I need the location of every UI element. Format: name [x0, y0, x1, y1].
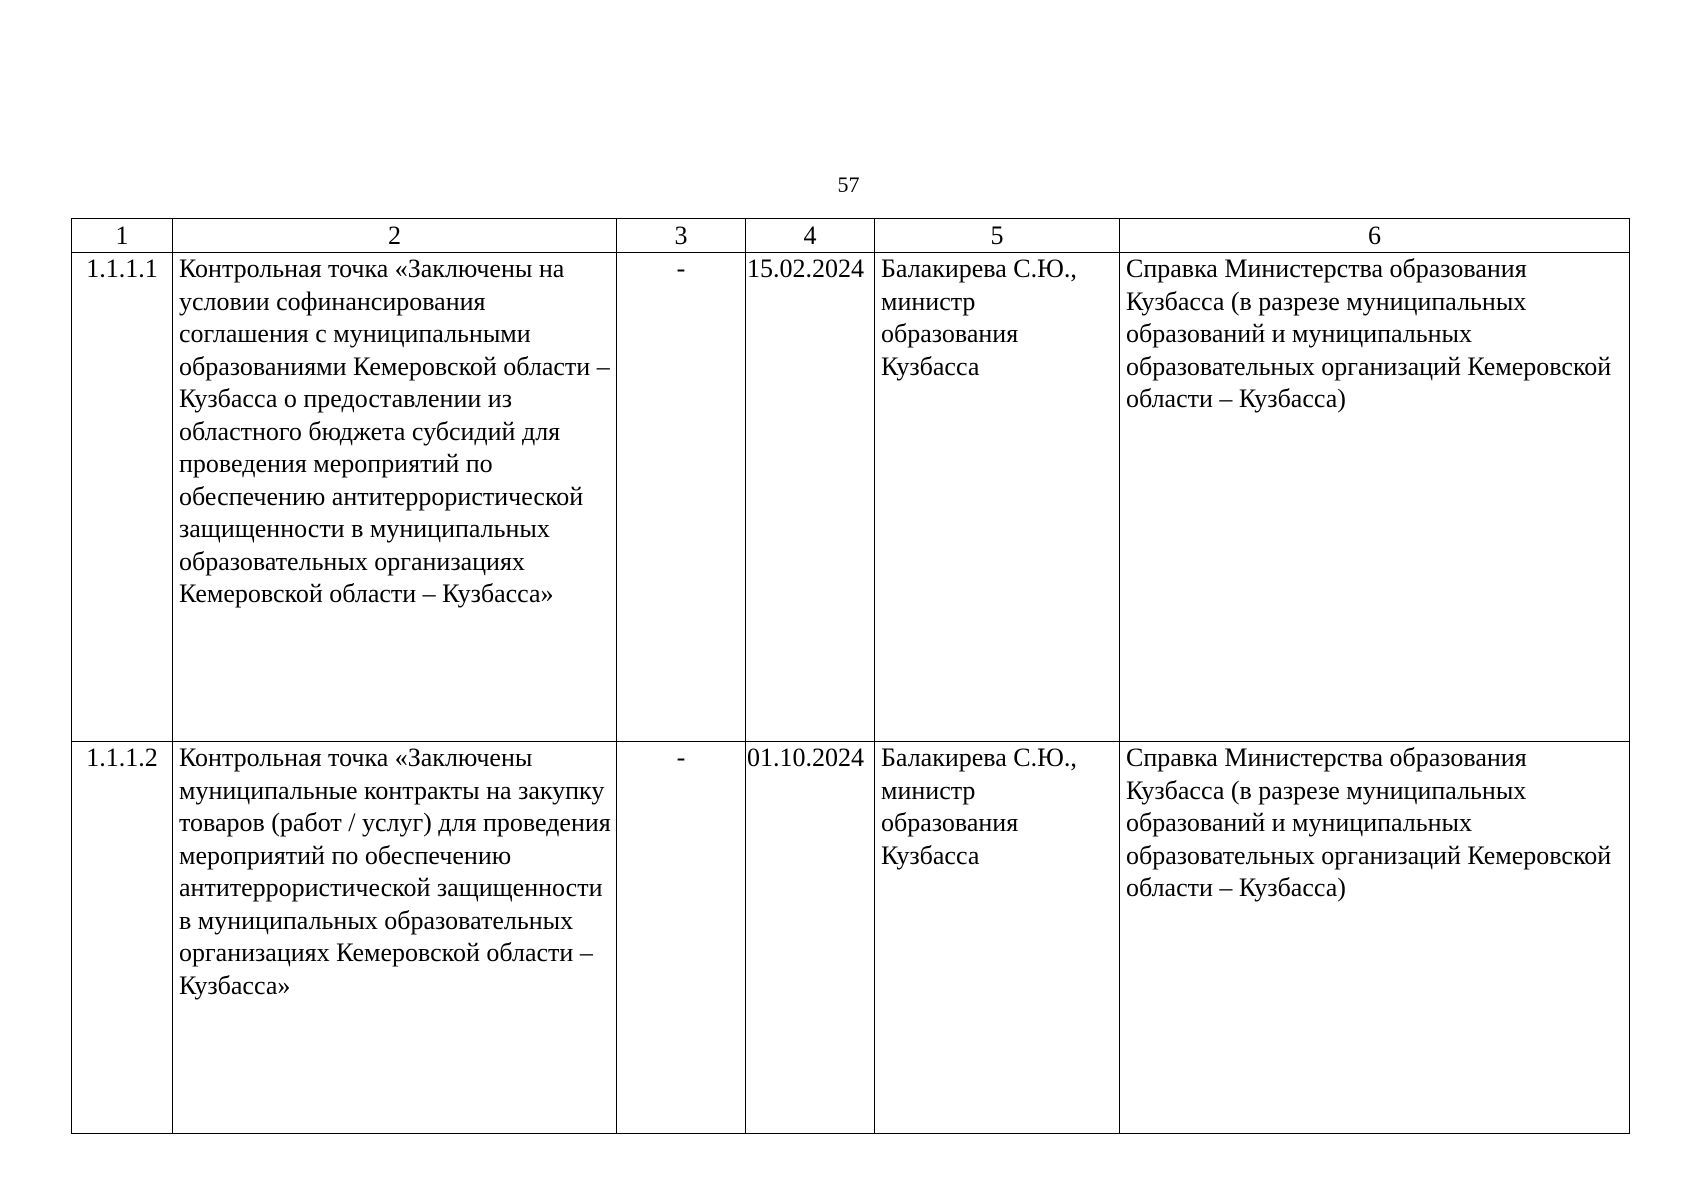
row-document: Справка Министерства образования Кузбасса (в разрезе муниципальных образований и муниципальных образовательных организаций Кемеровской области – Кузбасса)	[1120, 742, 1630, 1134]
row-date: 15.02.2024	[746, 253, 875, 742]
row-date: 01.10.2024	[746, 742, 875, 1134]
row-description: Контрольная точка «Заключены муниципальные контракты на закупку товаров (работ / услуг) для проведения мероприятий по обеспечению антитеррористической защищенности в муниципальных образовательных организациях Кемеровской области – Кузбасса»	[173, 742, 617, 1134]
header-col-4: 4	[746, 219, 875, 253]
table-row	[72, 742, 1630, 1134]
table-row	[72, 253, 1630, 742]
row-col3: -	[617, 253, 746, 742]
header-col-1: 1	[72, 219, 173, 253]
row-number: 1.1.1.2	[72, 742, 173, 1134]
row-responsible: Балакирева С.Ю., министр образования Кузбасса	[875, 253, 1120, 742]
header-col-2: 2	[173, 219, 617, 253]
header-col-5: 5	[875, 219, 1120, 253]
row-document: Справка Министерства образования Кузбасса (в разрезе муниципальных образований и муниципальных образовательных организаций Кемеровской области – Кузбасса)	[1120, 253, 1630, 742]
row-description: Контрольная точка «Заключены на условии софинансирования соглашения с муниципальными образованиями Кемеровской области – Кузбасса о предоставлении из областного бюджета субсидий для проведения мероприятий по обеспечению антитеррористической защищенности в муниципальных образовательных организациях Кемеровской области – Кузбасса»	[173, 253, 617, 742]
header-col-3: 3	[617, 219, 746, 253]
page-number: 57	[837, 172, 860, 197]
row-col3: -	[617, 742, 746, 1134]
table-header-row	[72, 219, 1630, 253]
row-responsible: Балакирева С.Ю., министр образования Кузбасса	[875, 742, 1120, 1134]
control-points-table	[71, 218, 1630, 1134]
header-col-6: 6	[1120, 219, 1630, 253]
row-number: 1.1.1.1	[72, 253, 173, 742]
